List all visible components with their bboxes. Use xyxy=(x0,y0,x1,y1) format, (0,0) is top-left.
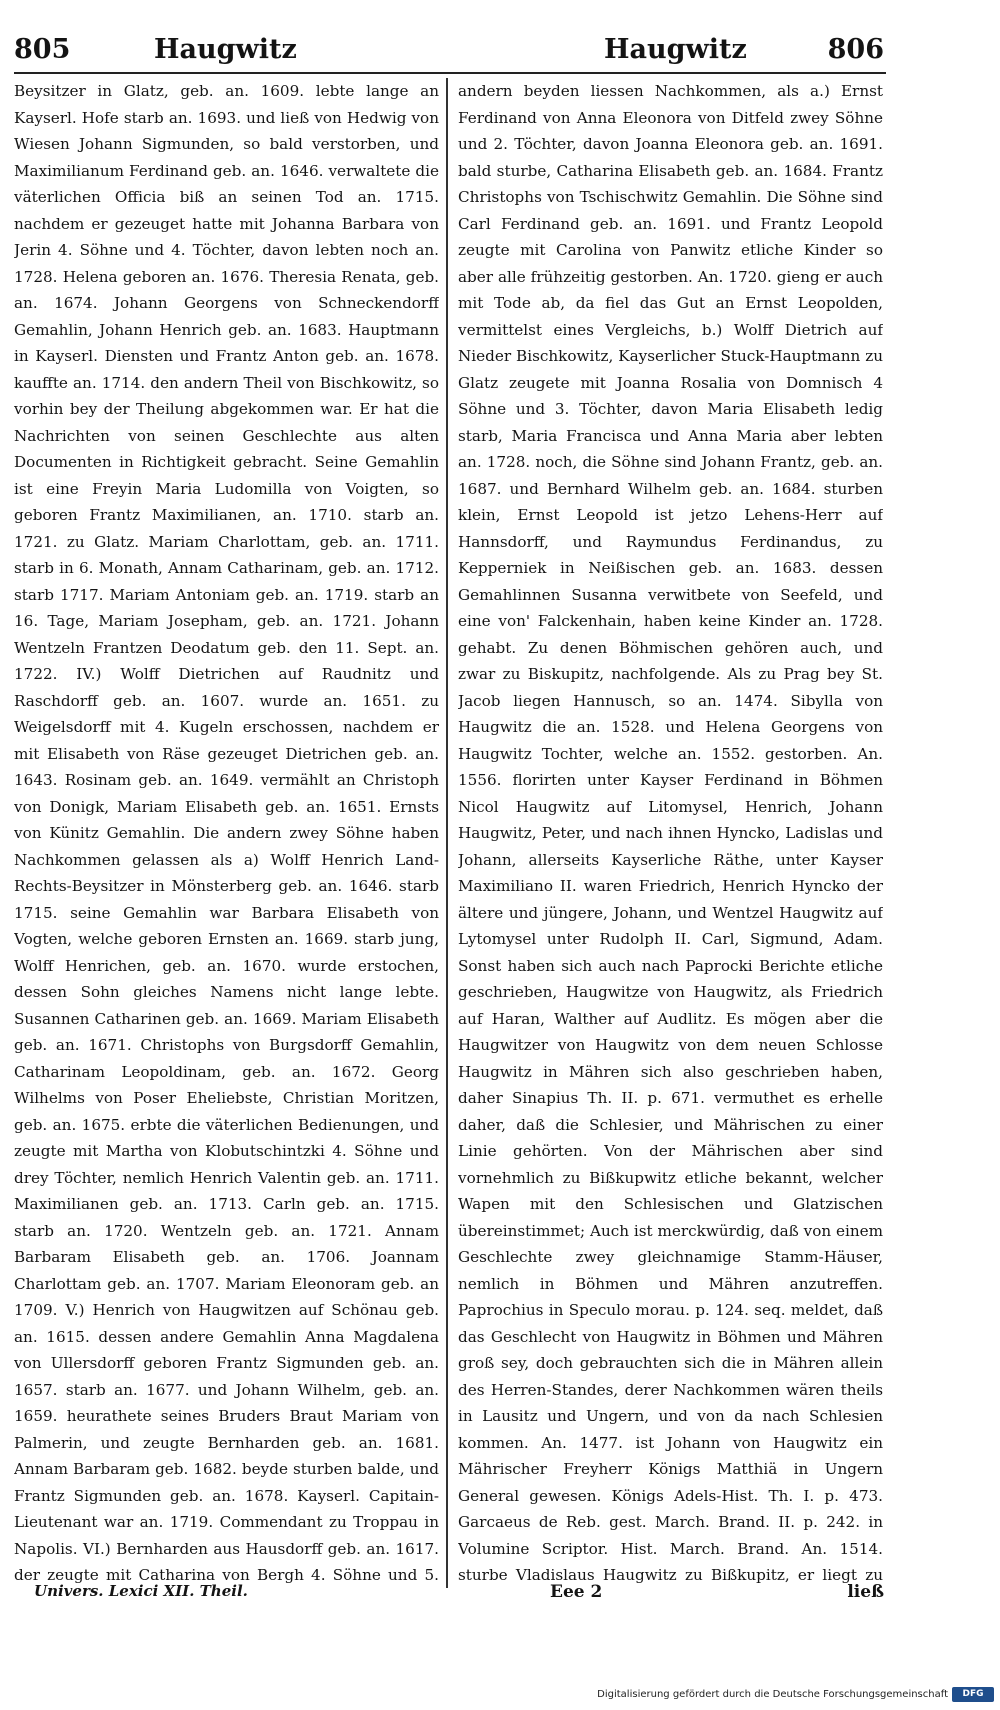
headword-left: Haugwitz xyxy=(154,34,297,65)
dfg-logo-icon: DFG xyxy=(952,1687,994,1702)
page-number-right: 806 xyxy=(827,34,884,65)
headword-right: Haugwitz xyxy=(604,34,747,65)
text-column-right: andern beyden liessen Nachkommen, als a.) Ernst Ferdinand von Anna Eleonora von Ditfeld zwey Söhne und 2. Töchter, davon Joanna Eleonora geb. an. 1691. bald sturbe, Catharina Elisabeth geb. an. 1684. Frantz Christophs von Tschischwitz Gemahlin. Die Söhne sind Carl Ferdinand geb. an. 1691. und Frantz Leopold zeugte mit Carolina von Panwitz etliche Kinder so aber alle frühzeitig gestorben. An. 1720. gieng er auch mit Tode ab, da fiel das Gut an Ernst Leopolden, vermittelst eines Vergleichs, b.) Wolff Dietrich auf Nieder Bischkowitz, Kayserlicher Stuck-Hauptmann zu Glatz zeugete mit Joanna Rosalia von Domnisch 4 Söhne und 3. Töchter, davon Maria Elisabeth ledig starb, Maria Francisca und Anna Maria aber lebten an. 1728. noch, die Söhne sind Johann Frantz, geb. an. 1687. und Bernhard Wilhelm geb. an. 1684. sturben klein, Ernst Leopold ist jetzo Lehens-Herr auf Hannsdorff, und Raymundus Ferdinandus, zu Kepperniek in Neißischen geb. an. 1683. dessen Gemahlinnen Susanna verwitbete von Seefeld, und eine von' Falckenhain, haben keine Kinder an. 1728. gehabt. Zu denen Böhmischen gehören auch, und zwar zu Biskupitz, nachfolgende. Als zu Prag bey St. Jacob liegen Hannusch, so an. 1474. Sibylla von Haugwitz die an. 1528. und Helena Georgens von Haugwitz Tochter, welche an. 1552. gestorben. An. 1556. florirten unter Kayser Ferdinand in Böhmen Nicol Haugwitz auf Litomysel, Henrich, Johann Haugwitz, Peter, und nach ihnen Hyncko, Ladislas und Johann, allerseits Kayserliche Räthe, unter Kayser Maximiliano II. waren Friedrich, Henrich Hyncko der ältere und jüngere, Johann, und Wentzel Haugwitz auf Lytomysel unter Rudolph II. Carl, Sigmund, Adam. Sonst haben sich auch nach Paprocki Berichte etliche geschrieben, Haugwitze von Haugwitz, als Friedrich auf Haran, Walther auf Audlitz. Es mögen aber die Haugwitzer von Haugwitz von dem neuen Schlosse Haugwitz in Mähren sich also geschrieben haben, daher Sinapius Th. II. p. 671. vermuthet es erhelle daher, daß die Schlesier, und Mährischen zu einer Linie gehörten. Von der Mährischen aber sind vornehmlich zu Bißkupwitz etliche bekannt, welcher Wapen mit den Schlesischen und Glatzischen übereinstimmet; Auch ist merckwürdig, daß von einem Geschlechte zwey gleichnamige Stamm-Häuser, nemlich in Böhmen und Mähren anzutreffen. Paprochius in Speculo morau. p. 124. seq. meldet, daß das Geschlecht von Haugwitz in Böhmen und Mähren groß sey, doch gebrauchten sich die in Mähren allein des Herren-Standes, derer Nachkommen wären theils in Lausitz und Ungern, und von da nach Schlesien kommen. An. 1477. ist Johann von Haugwitz ein Mährischer Freyherr Königs Matthiä in Ungern General gewesen. Königs Adels-Hist. Th. I. p. 473. Garcaeus de Reb. gest. March. Brand. II. p. 242. in Volumine Scriptor. Hist. March. Brand. An. 1514. sturbe Vladislaus Haugwitz zu Bißkupitz, er liegt zu xyxy=(458,82,883,1584)
digitization-credit: Digitalisierung gefördert durch die Deutsche Forschungsgemeinschaft xyxy=(597,1689,948,1700)
header-rule xyxy=(14,72,886,74)
sheet-mark: Eee 2 xyxy=(550,1582,603,1602)
catchword: ließ xyxy=(847,1582,884,1602)
page-number-left: 805 xyxy=(14,34,71,65)
text-column-left: Beysitzer in Glatz, geb. an. 1609. lebte lange an Kayserl. Hofe starb an. 1693. und ließ von Hedwig von Wiesen Johann Sigmunden, so bald verstorben, und Maximilianum Ferdinand geb. an. 1646. verwaltete die väterlichen Officia biß an seinen Tod an. 1715. nachdem er gezeuget hatte mit Johanna Barbara von Jerin 4. Söhne und 4. Töchter, davon lebten noch an. 1728. Helena geboren an. 1676. Theresia Renata, geb. an. 1674. Johann Georgens von Schneckendorff Gemahlin, Johann Henrich geb. an. 1683. Hauptmann in Kayserl. Diensten und Frantz Anton geb. an. 1678. kauffte an. 1714. den andern Theil von Bischkowitz, so vorhin bey der Theilung abgekommen war. Er hat die Nachrichten von seinen Geschlechte aus alten Documenten in Richtigkeit gebracht. Seine Gemahlin ist eine Freyin Maria Ludomilla von Voigten, so geboren Frantz Maximilianen, an. 1710. starb an. 1721. zu Glatz. Mariam Charlottam, geb. an. 1711. starb in 6. Monath, Annam Catharinam, geb. an. 1712. starb 1717. Mariam Antoniam geb. an. 1719. starb an 16. Tage, Mariam Josepham, geb. an. 1721. Johann Wentzeln Frantzen Deodatum geb. den 11. Sept. an. 1722. IV.) Wolff Dietrichen auf Raudnitz und Raschdorff geb. an. 1607. wurde an. 1651. zu Weigelsdorff mit 4. Kugeln erschossen, nachdem er mit Elisabeth von Räse gezeuget Dietrichen geb. an. 1643. Rosinam geb. an. 1649. vermählt an Christoph von Donigk, Mariam Elisabeth geb. an. 1651. Ernsts von Künitz Gemahlin. Die andern zwey Söhne haben Nachkommen gelassen als a) Wolff Henrich Land-Rechts-Beysitzer in Mönsterberg geb. an. 1646. starb 1715. seine Gemahlin war Barbara Elisabeth von Vogten, welche geboren Ernsten an. 1669. starb jung, Wolff Henrichen, geb. an. 1670. wurde erstochen, dessen Sohn gleiches Namens nicht lange lebte. Susannen Catharinen geb. an. 1669. Mariam Elisabeth geb. an. 1671. Christophs von Burgsdorff Gemahlin, Catharinam Leopoldinam, geb. an. 1672. Georg Wilhelms von Poser Eheliebste, Christian Moritzen, geb. an. 1675. erbte die väterlichen Bedienungen, und zeugte mit Martha von Klobutschintzki 4. Söhne und drey Töchter, nemlich Henrich Valentin geb. an. 1711. Maximilianen geb. an. 1713. Carln geb. an. 1715. starb an. 1720. Wentzeln geb. an. 1721. Annam Barbaram Elisabeth geb. an. 1706. Joannam Charlottam geb. an. 1707. Mariam Eleonoram geb. an 1709. V.) Henrich von Haugwitzen auf Schönau geb. an. 1615. dessen andere Gemahlin Anna Magdalena von Ullersdorff geboren Frantz Sigmunden geb. an. 1657. starb an. 1677. und Johann Wilhelm, geb. an. 1659. heurathete seines Bruders Braut Mariam von Palmerin, und zeugte Bernharden geb. an. 1681. Annam Barbaram geb. 1682. beyde sturben balde, und Frantz Sigmunden geb. an. 1678. Kayserl. Capitain-Lieutenant war an. 1719. Commendant zu Troppau in Napolis. VI.) Bernharden aus Hausdorff geb. an. 1617. der zeugte mit Catharina von Bergh 4. Söhne und 5. xyxy=(14,82,439,1584)
signature-line: Univers. Lexici XII. Theil. xyxy=(34,1582,248,1600)
page-footer xyxy=(14,1582,884,1612)
running-head xyxy=(14,34,884,74)
column-divider xyxy=(446,78,448,1588)
